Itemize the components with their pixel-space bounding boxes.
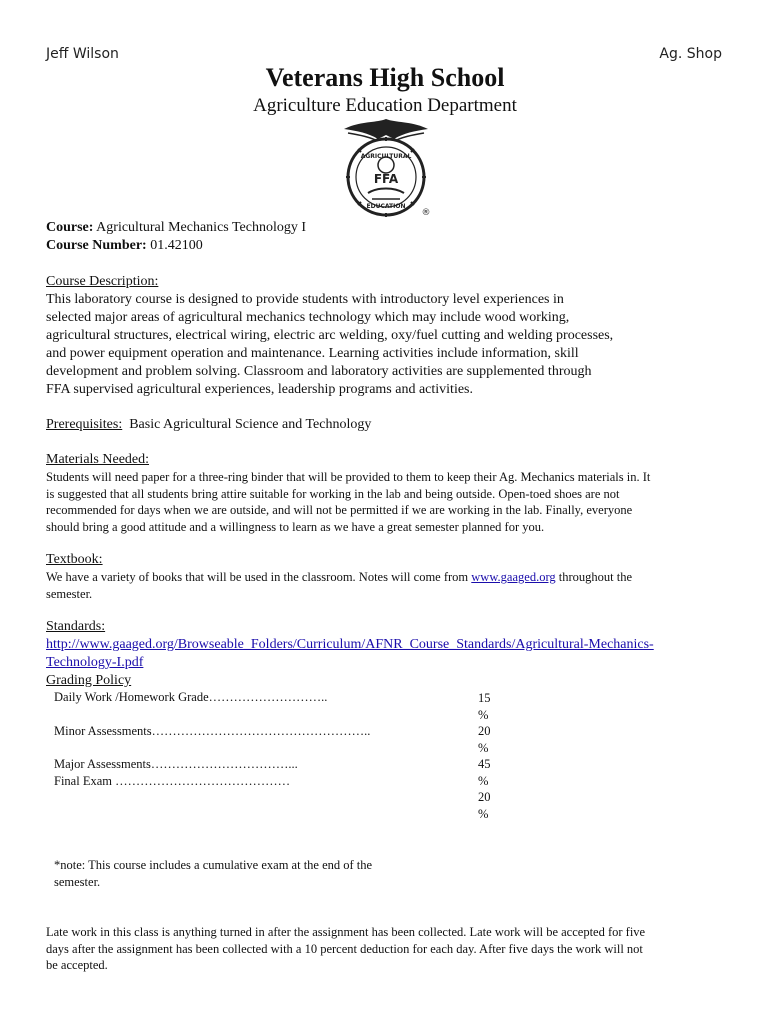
ffa-emblem-icon (338, 115, 434, 219)
grading-note-line-2: semester. (54, 874, 101, 889)
description-line: selected major areas of agricultural mechanics technology which may include wood working, (46, 310, 570, 325)
late-work-line: be accepted. (46, 958, 108, 972)
description-line: agricultural structures, electrical wiring, electric arc welding, oxy/fuel cutting and welding processes, (46, 328, 614, 343)
grading-note-line-1: *note: This course includes a cumulative exam at the end of the (54, 858, 373, 872)
materials-needed (46, 451, 726, 535)
grading-item-daily-work: Daily Work /Homework Grade……………………….. (54, 690, 328, 704)
prerequisites (46, 416, 726, 434)
textbook-line-2: semester. (46, 586, 93, 601)
grading-percent: 20 (478, 724, 491, 738)
standards (46, 618, 726, 690)
grading-item-minor-assessments: Minor Assessments…………………………………………….. (54, 724, 371, 738)
grading-percent-column (478, 690, 491, 822)
course-number-line (46, 237, 726, 255)
textbook-line (46, 569, 726, 586)
emblem-registered-mark: ® (421, 208, 431, 218)
grading-item-final-exam: Final Exam …………………………………… (54, 774, 291, 788)
prerequisites-heading: Prerequisites: (46, 417, 123, 432)
textbook (46, 551, 726, 602)
gaaged-link[interactable]: www.gaaged.org (471, 570, 556, 584)
materials-line: is suggested that all students bring attire suitable for working in the lab and being outside. Open-toed shoes are not (46, 486, 620, 501)
description-heading: Course Description: (46, 274, 159, 289)
standards-heading: Standards: (46, 619, 106, 634)
late-work-line: days after the assignment has been collected with a 10 percent deduction for each day. After five days the work will not (46, 941, 643, 956)
grading-percent-unit: % (478, 740, 489, 755)
materials-line: Students will need paper for a three-ring binder that will be provided to them to keep their Ag. Mechanics materials in. It (46, 470, 651, 484)
materials-line: should bring a good attitude and a willingness to learn as we have a great semester planned for you. (46, 519, 545, 534)
late-work-policy (46, 924, 726, 974)
description-line: This laboratory course is designed to provide students with introductory level experiences in (46, 292, 564, 307)
description-line: and power equipment operation and maintenance. Learning activities include information, skill (46, 346, 579, 361)
grading-item-major-assessments: Major Assessments……………………………... (54, 757, 298, 771)
grading-percent: 15 (478, 691, 491, 705)
header-author: Jeff Wilson (46, 46, 119, 62)
textbook-text-before: We have a variety of books that will be used in the classroom. Notes will come from (46, 570, 472, 584)
description-line: FFA supervised agricultural experiences, leadership programs and activities. (46, 382, 473, 397)
prerequisites-text: Basic Agricultural Science and Technology (129, 417, 372, 432)
grading-percent-unit: % (478, 773, 489, 788)
grading-percent-unit: % (478, 806, 489, 821)
page-title: Veterans High School (265, 63, 505, 92)
course-info (46, 219, 726, 255)
standards-link-line-2[interactable]: Technology-I.pdf (46, 655, 144, 670)
grading-note (54, 857, 372, 890)
emblem-top-text: AGRICULTURAL (360, 153, 412, 160)
grading-percent-unit: % (478, 707, 489, 722)
course-number-label: Course Number: (46, 238, 147, 253)
course-number-value: 01.42100 (150, 238, 203, 253)
materials-heading: Materials Needed: (46, 452, 150, 467)
course-description (46, 273, 726, 399)
materials-line: recommended for days when we are outside, and will not be permitted if we are working in the lab. Finally, everyone (46, 503, 633, 517)
course-label: Course: (46, 220, 94, 235)
standards-link-line-1[interactable]: http://www.gaaged.org/Browseable_Folders/Curriculum/AFNR_Course_Standards/Agricultural-Mechanics- (46, 637, 654, 652)
textbook-heading: Textbook: (46, 552, 103, 567)
header-shop: Ag. Shop (659, 46, 722, 62)
page-subtitle: Agriculture Education Department (253, 95, 517, 116)
emblem-center-text: FFA (373, 172, 399, 186)
description-line: development and problem solving. Classroom and laboratory activities are supplemented through (46, 364, 592, 379)
textbook-text-after: throughout the (555, 570, 633, 584)
grading-percent: 20 (478, 790, 491, 804)
grading-percent: 45 (478, 757, 491, 771)
late-work-line: Late work in this class is anything turned in after the assignment has been collected. Late work will be accepted for five (46, 925, 646, 939)
grading-heading: Grading Policy (46, 673, 132, 688)
course-line (46, 219, 726, 237)
course-value: Agricultural Mechanics Technology I (96, 220, 307, 235)
emblem-bottom-text: EDUCATION (366, 203, 406, 210)
